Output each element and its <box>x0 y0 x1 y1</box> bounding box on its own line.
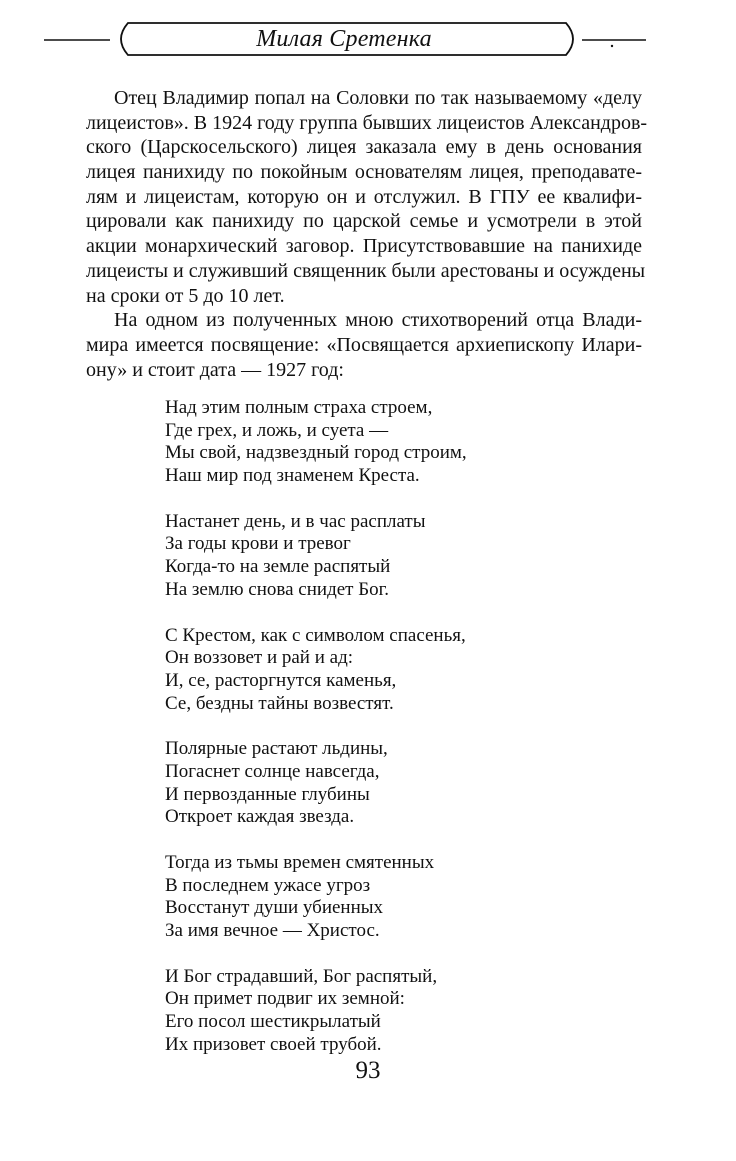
prose-line: мира имеется посвящение: «Посвящается архиепископу Илари- <box>86 333 642 356</box>
poem-verse-line: И первозданные глубины <box>165 783 370 805</box>
poem-stanza <box>165 738 585 829</box>
prose-body <box>86 86 648 382</box>
poem-verse-line: И, се, расторгнутся каменья, <box>165 669 397 691</box>
poem-verse-line: Когда-то на земле распятый <box>165 556 391 578</box>
prose-line: ону» и стоит дата — 1927 год: <box>86 358 344 381</box>
poem-stanza <box>165 397 585 488</box>
prose-line: лицеисты и служивший священник были арестованы и осуждены <box>86 259 646 282</box>
prose-line: ского (Царскосельского) лицея заказала ему в день основания <box>86 136 642 159</box>
poem-verse-line: И Бог страдавший, Бог распятый, <box>165 965 438 987</box>
poem-verse-line: В последнем ужасе угроз <box>165 874 371 896</box>
poem <box>165 397 585 1080</box>
poem-stanza <box>165 966 585 1057</box>
poem-verse-line: Его посол шестикрылатый <box>165 1011 381 1033</box>
prose-line: на сроки от 5 до 10 лет. <box>86 284 285 307</box>
poem-verse-line: За годы крови и тревог <box>165 533 351 555</box>
poem-verse-line: Настанет день, и в час расплаты <box>165 510 426 532</box>
poem-stanza <box>165 511 585 602</box>
prose-line: Отец Владимир попал на Соловки по так называемому «делу <box>114 87 642 109</box>
poem-verse-line: Откроет каждая звезда. <box>165 806 355 828</box>
poem-verse-line: На землю снова снидет Бог. <box>165 578 390 600</box>
running-header <box>0 14 736 64</box>
header-title: Милая Сретенка <box>256 26 432 52</box>
prose-line: На одном из полученных мною стихотворений отца Влади- <box>114 309 642 332</box>
poem-verse-line: Он примет подвиг их земной: <box>165 988 405 1010</box>
poem-stanza <box>165 852 585 943</box>
poem-verse-line: Мы свой, надзвездный город строим, <box>165 442 467 464</box>
poem-verse-line: Восстанут души убиенных <box>165 897 384 919</box>
poem-verse-line: Их призовет своей трубой. <box>165 1033 382 1055</box>
prose-line: лицея панихиду по покойным основателям лицея, преподавате- <box>86 161 642 184</box>
prose-line: лицеистов». В 1924 году группа бывших лицеистов Александров- <box>86 111 648 134</box>
prose-line: цировали как панихиду по царской семье и усмотрели в этой <box>86 210 642 233</box>
prose-line: лям и лицеистам, которую он и отслужил. В ГПУ ее квалифи- <box>86 185 642 208</box>
poem-verse-line: Над этим полным страха строем, <box>165 397 433 418</box>
poem-verse-line: Полярные растают льдины, <box>165 738 388 760</box>
poem-stanza <box>165 625 585 716</box>
page-number: 93 <box>355 1057 381 1084</box>
poem-verse-line: Се, бездны тайны возвестят. <box>165 692 394 714</box>
poem-verse-line: Погаснет солнце навсегда, <box>165 760 380 782</box>
header-dot <box>611 45 613 47</box>
prose-line: акции монархический заговор. Присутствовавшие на панихиде <box>86 235 642 258</box>
poem-verse-line: За имя вечное — Христос. <box>165 920 380 942</box>
poem-verse-line: Тогда из тьмы времен смятенных <box>165 852 435 873</box>
poem-verse-line: С Крестом, как с символом спасенья, <box>165 624 466 646</box>
poem-verse-line: Где грех, и ложь, и суета — <box>165 419 389 441</box>
poem-verse-line: Наш мир под знаменем Креста. <box>165 465 420 487</box>
poem-verse-line: Он воззовет и рай и ад: <box>165 647 354 669</box>
